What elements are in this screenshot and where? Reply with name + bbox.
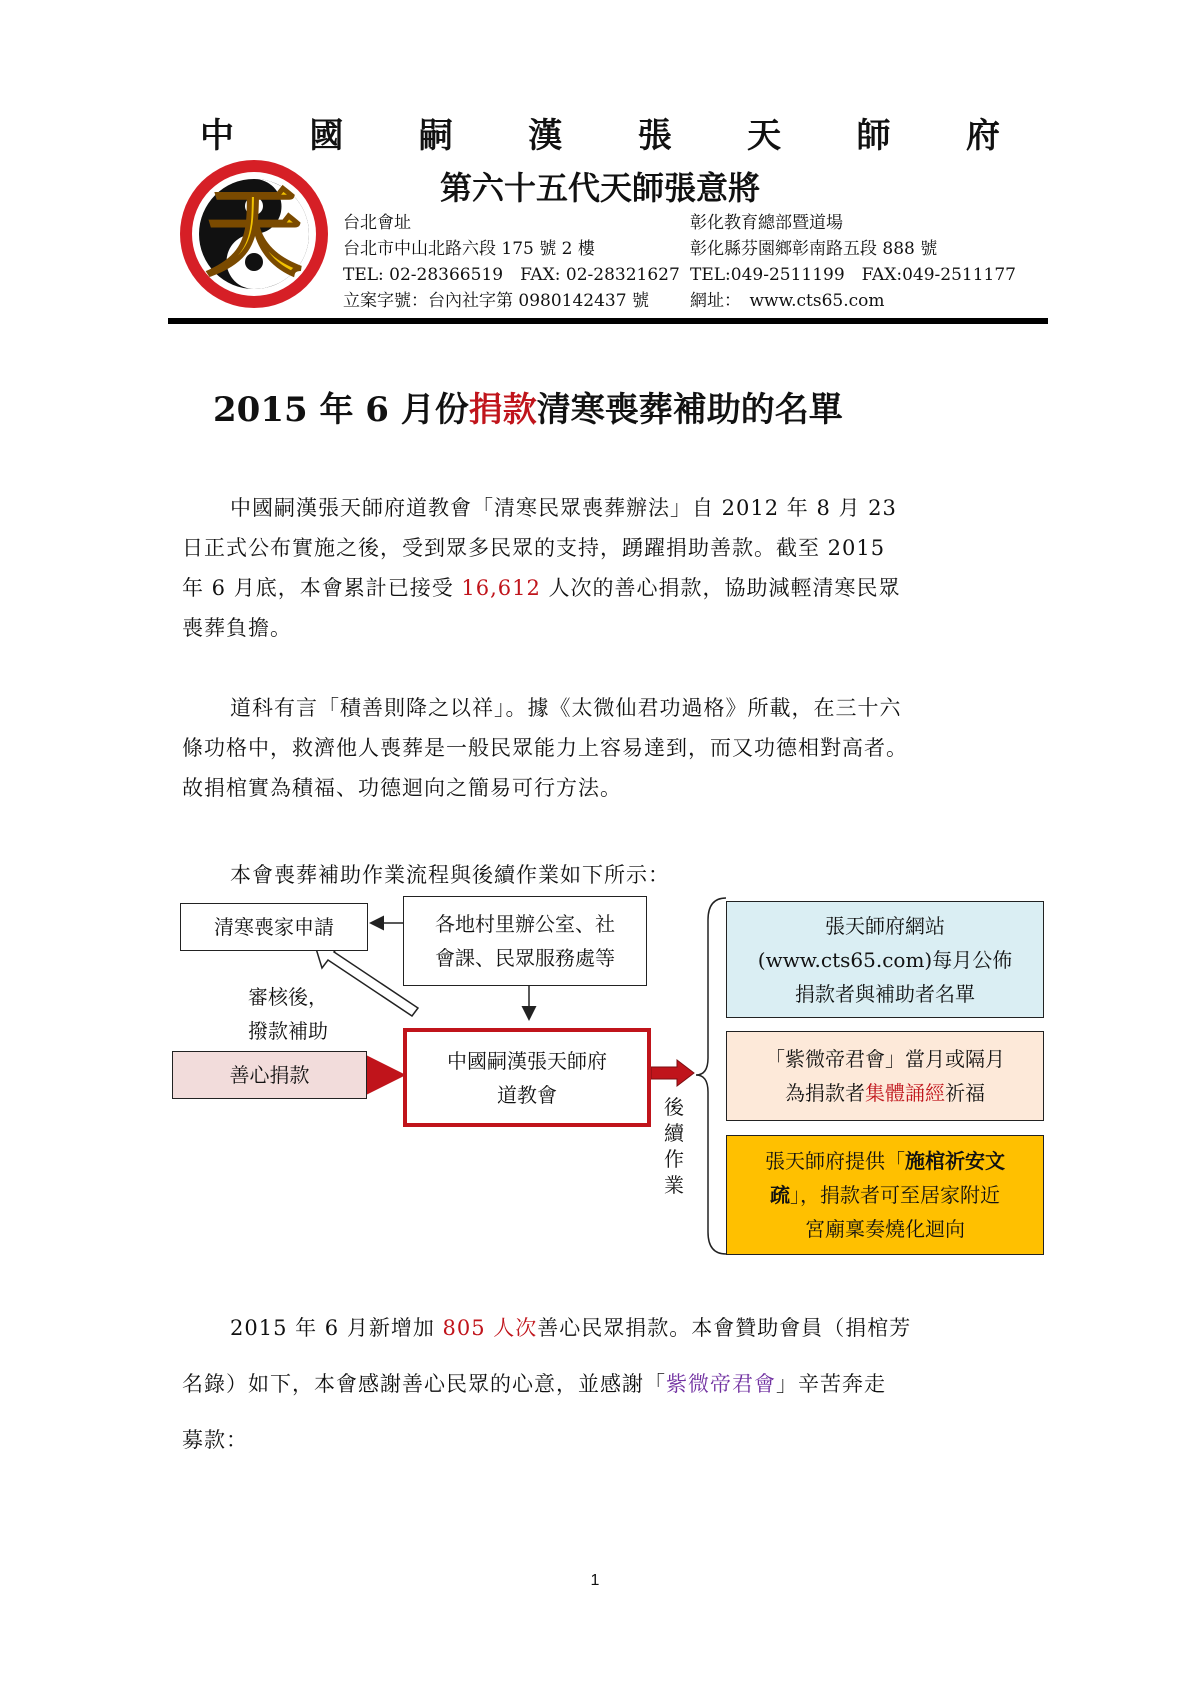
para2-line: 道科有言「積善則降之以祥」。據《太微仙君功過格》所載，在三十六	[230, 696, 902, 720]
para1-text: 人次的善心捐款，協助減輕清寒民眾	[540, 576, 901, 600]
title-suffix: 清寒喪葬補助的名單	[536, 390, 843, 430]
logo-glyph: 天	[206, 176, 302, 289]
taipei-contact: TEL: 02-28366519 FAX: 02-28321627	[343, 265, 680, 285]
donors-paragraph	[182, 1300, 962, 1468]
para1-line: 日正式公布實施之後，受到眾多民眾的支持，踴躍捐助善款。截至 2015	[182, 536, 886, 560]
followup-label	[662, 1094, 686, 1198]
offices-label: 會課、民眾服務處等	[435, 946, 615, 970]
org-title-char: 嗣	[418, 116, 453, 156]
org-title-char: 府	[965, 116, 1000, 156]
org-subtitle: 第六十五代天師張意將	[440, 169, 761, 207]
changhua-label: 彰化教育總部暨道場	[690, 213, 843, 233]
document-highlight: 施棺祈安文	[905, 1149, 1005, 1173]
website-box-line: 捐款者與補助者名單	[795, 981, 975, 1006]
para1-text: 年 6 月底，本會累計已接受	[182, 576, 462, 600]
followup-char: 作	[664, 1147, 684, 1171]
para2-line: 故捐棺實為積福、功德迴向之簡易可行方法。	[182, 776, 622, 800]
followup-char: 續	[664, 1121, 684, 1145]
website-list-box	[726, 901, 1044, 1018]
prayer-box-line	[785, 1076, 985, 1110]
page-number: 1	[590, 1572, 600, 1589]
para3-text: 」辛苦奔走	[776, 1372, 886, 1396]
apply-label: 清寒喪家申請	[214, 915, 334, 939]
document-box-line: 宮廟稟奏燒化迴向	[805, 1217, 965, 1241]
org-title-char: 張	[637, 116, 672, 156]
para3-text: 名錄）如下，本會感謝善心民眾的心意，並感謝「	[182, 1372, 666, 1396]
donation-label: 善心捐款	[229, 1063, 310, 1087]
followup-char: 業	[664, 1173, 684, 1197]
approve-line: 撥款補助	[248, 1019, 328, 1043]
arrow-center-to-followup	[651, 1060, 694, 1086]
org-title-char: 師	[856, 116, 891, 156]
ziwei-association: 紫微帝君會	[666, 1372, 776, 1396]
prayer-box	[726, 1031, 1044, 1121]
apply-box	[180, 903, 368, 951]
offices-box	[403, 896, 647, 986]
center-label: 道教會	[497, 1082, 557, 1107]
new-donation-count: 805 人次	[442, 1316, 538, 1340]
changhua-contact: TEL:049-2511199 FAX:049-2511177	[690, 265, 1016, 285]
para3-line	[182, 1300, 962, 1356]
center-box	[403, 1028, 651, 1127]
para1-line: 喪葬負擔。	[182, 616, 292, 640]
org-title-char: 中	[200, 116, 234, 156]
document-box-line	[765, 1144, 1005, 1178]
prayer-text: 為捐款者	[785, 1081, 865, 1105]
approve-label	[248, 980, 328, 1048]
title-highlight: 捐款	[468, 390, 537, 430]
para2-line: 條功格中，救濟他人喪葬是一般民眾能力上容易達到，而又功德相對高者。	[182, 736, 908, 760]
prayer-box-line: 「紫微帝君會」當月或隔月	[765, 1047, 1005, 1071]
website[interactable]: 網址： www.cts65.com	[690, 291, 885, 311]
document-box-line	[770, 1178, 1000, 1212]
org-title-char: 漢	[528, 116, 563, 156]
document-text: 張天師府提供「	[765, 1149, 905, 1173]
donation-box	[172, 1051, 367, 1099]
prayer-highlight: 集體誦經	[865, 1081, 945, 1105]
document-box	[726, 1135, 1044, 1255]
donation-count: 16,612	[461, 576, 541, 600]
document-text: 」，捐款者可至居家附近	[790, 1183, 1000, 1207]
approve-line: 審核後，	[248, 985, 328, 1009]
website-box-line: 張天師府網站	[825, 913, 945, 938]
registration-number: 立案字號：台內社字第 0980142437 號	[343, 291, 649, 311]
prayer-text: 祈福	[945, 1081, 985, 1105]
para3-line	[182, 1356, 962, 1412]
document-highlight: 疏	[770, 1183, 790, 1207]
org-title-char: 國	[309, 116, 344, 156]
flow-intro-text: 本會喪葬補助作業流程與後續作業如下所示：	[230, 863, 670, 887]
offices-label: 各地村里辦公室、社	[435, 912, 615, 936]
website-box-line[interactable]: (www.cts65.com)每月公佈	[757, 947, 1013, 972]
para3-text: 2015 年 6 月新增加	[230, 1316, 443, 1340]
taipei-address: 台北市中山北路六段 175 號 2 樓	[343, 239, 595, 259]
followup-char: 後	[664, 1095, 684, 1119]
title-prefix: 2015 年 6 月份	[213, 390, 469, 430]
para3-text: 善心民眾捐款。本會贊助會員（捐棺芳	[537, 1316, 912, 1340]
followup-brace	[696, 898, 726, 1254]
changhua-address: 彰化縣芬園鄉彰南路五段 888 號	[690, 239, 938, 259]
taipei-label: 台北會址	[343, 213, 411, 233]
org-title-char: 天	[747, 116, 782, 156]
para3-line: 募款：	[182, 1428, 248, 1452]
para1-line: 中國嗣漢張天師府道教會「清寒民眾喪葬辦法」自 2012 年 8 月 23	[230, 496, 897, 520]
center-label: 中國嗣漢張天師府	[447, 1048, 607, 1073]
